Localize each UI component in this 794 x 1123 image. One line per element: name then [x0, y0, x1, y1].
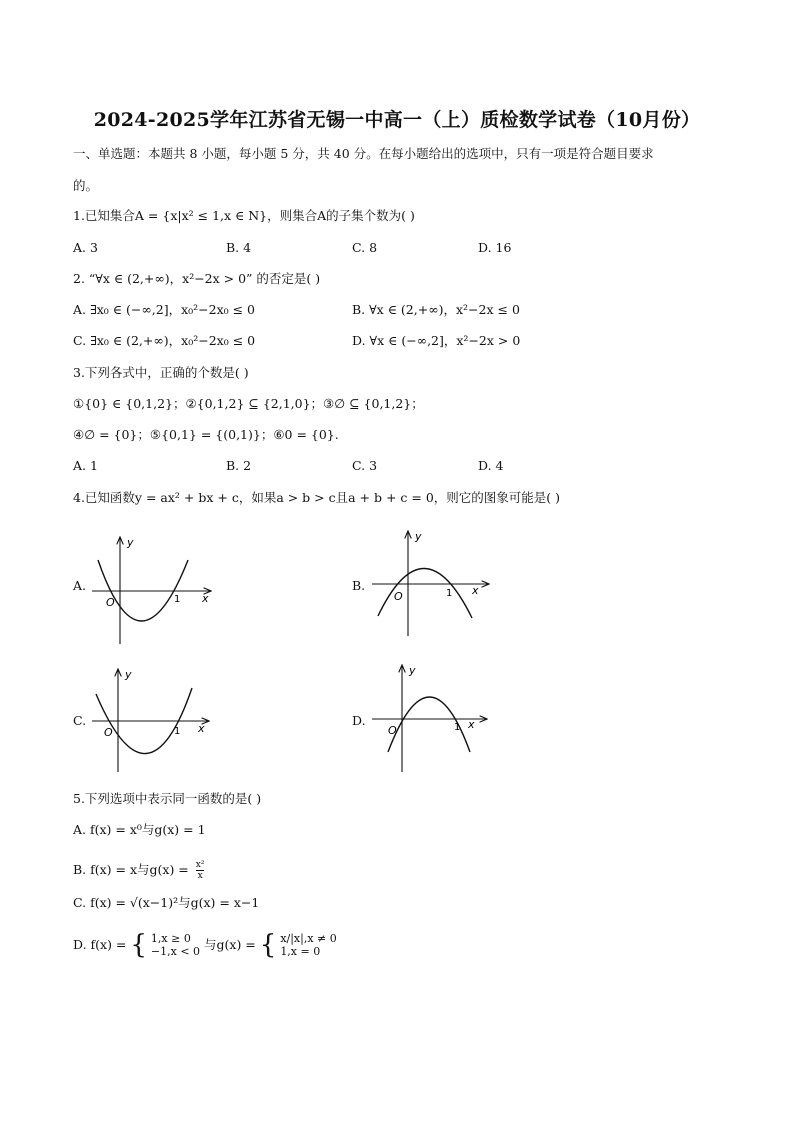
- q5-option-d-f-text: D. f(x) =: [73, 937, 127, 952]
- q4-graph-b-label: B.: [352, 578, 366, 593]
- q4-graph-a-label: A.: [73, 578, 87, 593]
- q2-option-b: B. ∀x ∈ (2,+∞)，x²−2x ≤ 0: [352, 302, 520, 317]
- q4-graph-c-label: C.: [73, 713, 87, 728]
- x-axis-label: x: [202, 592, 209, 605]
- g-case-1: x/|x|,x ≠ 0: [280, 932, 337, 945]
- q5-option-b-fraction: [196, 860, 205, 881]
- origin-label: O: [394, 590, 403, 603]
- q2-option-d: D. ∀x ∈ (−∞,2]，x²−2x > 0: [352, 333, 521, 348]
- page-title: 2024-2025学年江苏省无锡一中高一（上）质检数学试卷（10月份）: [93, 109, 701, 131]
- q5-option-b: [73, 860, 204, 881]
- y-axis-label: y: [409, 664, 416, 677]
- q1-stem: 1.已知集合A = {x|x² ≤ 1,x ∈ N}，则集合A的子集个数为( ): [73, 208, 415, 223]
- fraction-numerator: x²: [195, 860, 205, 870]
- tick-one-label: 1: [454, 722, 461, 733]
- q3-option-b: B. 2: [226, 458, 252, 473]
- q4-graph-a: [90, 532, 220, 648]
- q2-option-a: A. ∃x₀ ∈ (−∞,2]，x₀²−2x₀ ≤ 0: [73, 302, 256, 317]
- x-axis-label: x: [472, 584, 479, 597]
- q4-stem: 4.已知函数y = ax² + bx + c，如果a > b > c且a + b + c = 0，则它的图象可能是( ): [73, 490, 561, 505]
- q4-graph-b: [368, 528, 498, 640]
- q5-option-d-g-text: 与g(x) =: [204, 937, 256, 952]
- g-case-2: 1,x = 0: [280, 945, 321, 958]
- brace-icon: {: [130, 930, 147, 960]
- q1-option-a: A. 3: [73, 240, 98, 255]
- parabola-curve: [378, 568, 472, 618]
- q2-option-c: C. ∃x₀ ∈ (2,+∞)，x₀²−2x₀ ≤ 0: [73, 333, 256, 348]
- q5-option-d: [73, 932, 337, 958]
- q1-option-b: B. 4: [226, 240, 252, 255]
- q4-graph-d-label: D.: [352, 713, 366, 728]
- section-instruction-line2: 的。: [73, 178, 99, 193]
- q4-graph-c: [88, 666, 218, 776]
- brace-icon: {: [259, 930, 277, 960]
- q3-option-d: D. 4: [478, 458, 504, 473]
- origin-label: O: [104, 726, 113, 739]
- q4-graph-d: [368, 662, 498, 776]
- q5-stem: 5.下列选项中表示同一函数的是( ): [73, 791, 262, 806]
- section-instruction-line1: 一、单选题：本题共 8 小题，每小题 5 分，共 40 分。在每小题给出的选项中，只有一项是符合题目要求: [73, 146, 654, 161]
- y-axis-label: y: [415, 530, 422, 543]
- y-axis-label: y: [125, 668, 132, 681]
- q1-option-c: C. 8: [352, 240, 378, 255]
- q5-option-b-text: B. f(x) = x与g(x) =: [73, 862, 189, 877]
- y-axis-label: y: [127, 536, 134, 549]
- q3-option-c: C. 3: [352, 458, 378, 473]
- origin-label: O: [106, 596, 115, 609]
- origin-label: O: [388, 724, 397, 737]
- q2-stem: 2. “∀x ∈ (2,+∞)，x²−2x > 0” 的否定是( ): [73, 271, 321, 286]
- x-axis-label: x: [198, 722, 205, 735]
- q3-stem: 3.下列各式中，正确的个数是( ): [73, 365, 249, 380]
- f-case-2: −1,x < 0: [150, 945, 201, 958]
- q3-statements-line1: ①{0} ∈ {0,1,2}；②{0,1,2} ⊆ {2,1,0}；③∅ ⊆ {0,1,2}；: [73, 396, 424, 411]
- q3-statements-line2: ④∅ = {0}；⑤{0,1} = {(0,1)}；⑥0 = {0}.: [73, 427, 339, 442]
- tick-one-label: 1: [174, 594, 181, 605]
- tick-one-label: 1: [174, 726, 181, 737]
- q5-option-d-f-cases: [151, 932, 200, 958]
- f-case-1: 1,x ≥ 0: [150, 932, 191, 945]
- q1-option-d: D. 16: [478, 240, 512, 255]
- tick-one-label: 1: [446, 588, 453, 599]
- x-axis-label: x: [468, 718, 475, 731]
- q5-option-c: C. f(x) = √(x−1)²与g(x) = x−1: [73, 895, 260, 910]
- q5-option-d-g-cases: [280, 932, 336, 958]
- q3-option-a: A. 1: [73, 458, 98, 473]
- q5-option-a: A. f(x) = x⁰与g(x) = 1: [73, 822, 206, 837]
- fraction-denominator: x: [197, 871, 203, 881]
